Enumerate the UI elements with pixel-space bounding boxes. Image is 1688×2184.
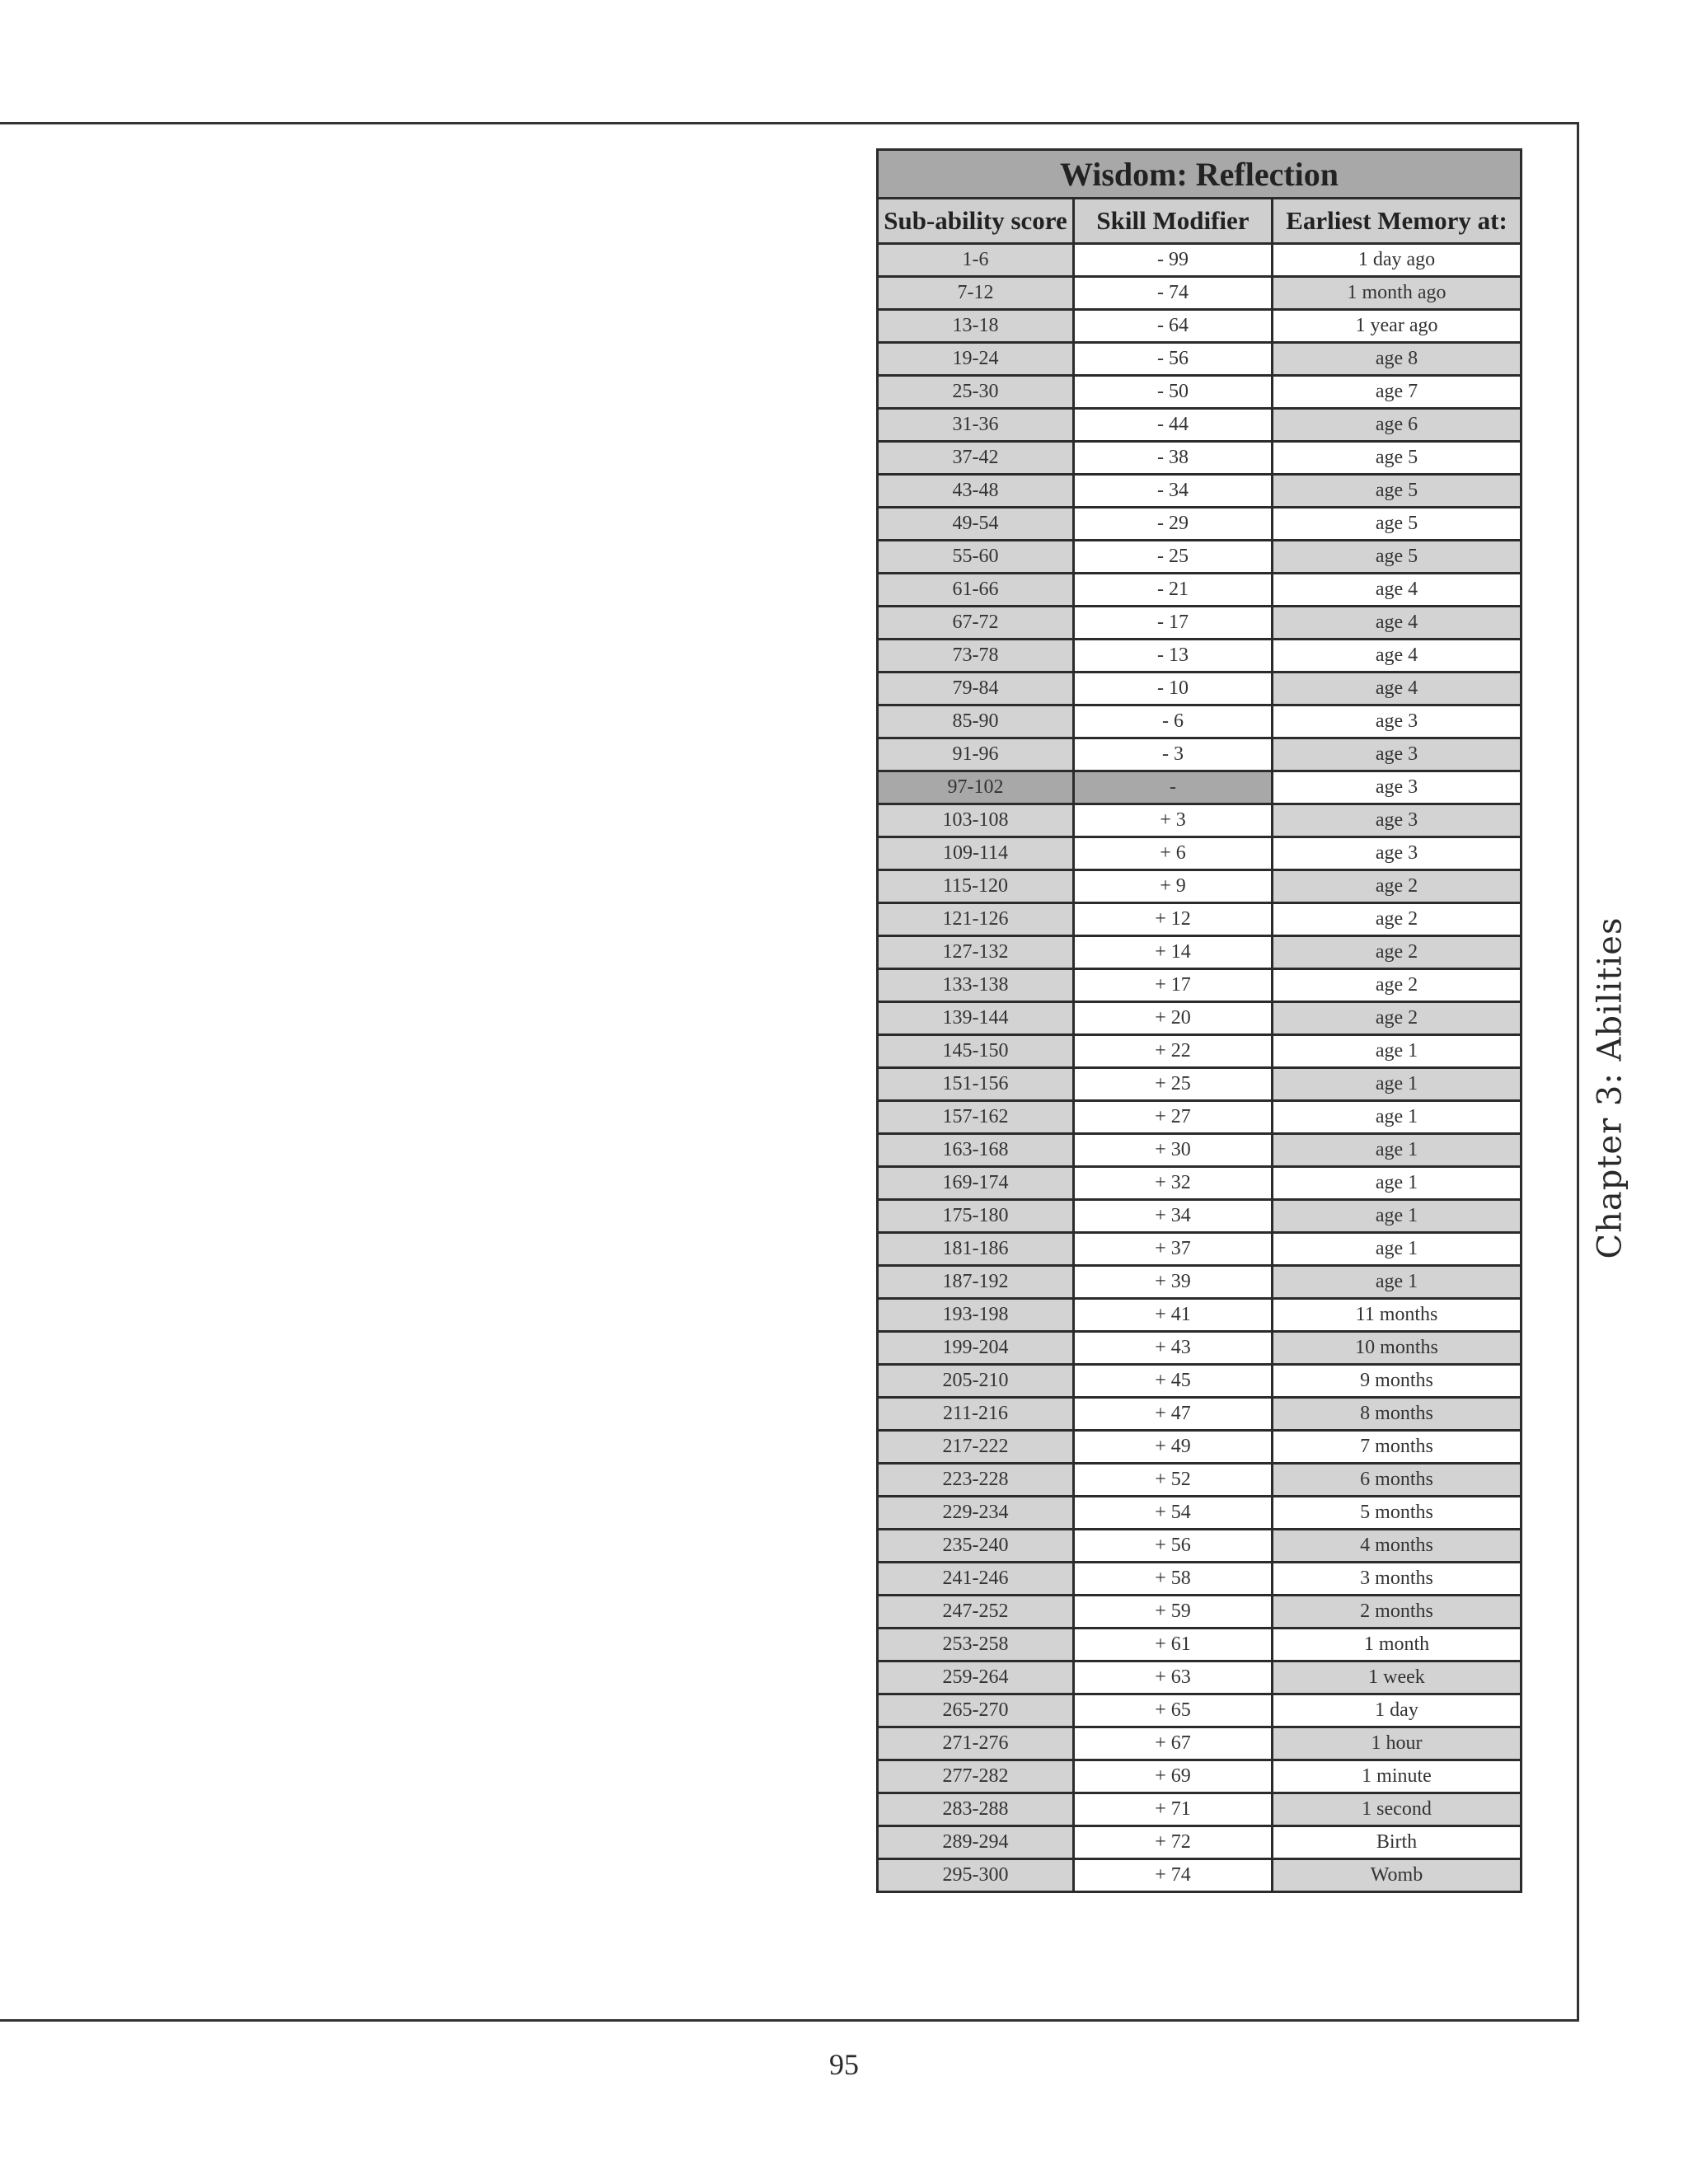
cell-earliest-memory: age 2 bbox=[1273, 903, 1522, 936]
cell-skill-modifier: + 63 bbox=[1074, 1661, 1273, 1694]
cell-earliest-memory: age 4 bbox=[1273, 640, 1522, 673]
cell-skill-modifier: + 58 bbox=[1074, 1563, 1273, 1596]
cell-sub-ability-score: 115-120 bbox=[878, 870, 1074, 903]
cell-sub-ability-score: 1-6 bbox=[878, 244, 1074, 277]
cell-earliest-memory: age 1 bbox=[1273, 1134, 1522, 1167]
cell-earliest-memory: 8 months bbox=[1273, 1398, 1522, 1431]
page-number: 95 bbox=[829, 2048, 859, 2081]
cell-earliest-memory: age 1 bbox=[1273, 1035, 1522, 1068]
cell-earliest-memory: 1 month bbox=[1273, 1629, 1522, 1661]
cell-earliest-memory: 3 months bbox=[1273, 1563, 1522, 1596]
cell-sub-ability-score: 289-294 bbox=[878, 1826, 1074, 1859]
cell-earliest-memory: age 5 bbox=[1273, 442, 1522, 475]
cell-sub-ability-score: 85-90 bbox=[878, 705, 1074, 738]
cell-earliest-memory: age 3 bbox=[1273, 804, 1522, 837]
cell-skill-modifier: + 65 bbox=[1074, 1694, 1273, 1727]
table-body bbox=[878, 244, 1522, 1892]
cell-skill-modifier: + 9 bbox=[1074, 870, 1273, 903]
cell-sub-ability-score: 133-138 bbox=[878, 969, 1074, 1002]
cell-earliest-memory: 7 months bbox=[1273, 1431, 1522, 1464]
cell-skill-modifier: + 67 bbox=[1074, 1727, 1273, 1760]
cell-sub-ability-score: 127-132 bbox=[878, 936, 1074, 969]
table-row bbox=[878, 1859, 1522, 1892]
chapter-side-caption bbox=[1581, 916, 1639, 1259]
table-row bbox=[878, 1497, 1522, 1530]
table-row bbox=[878, 310, 1522, 343]
table-row bbox=[878, 1596, 1522, 1629]
cell-earliest-memory: 9 months bbox=[1273, 1365, 1522, 1398]
cell-sub-ability-score: 259-264 bbox=[878, 1661, 1074, 1694]
cell-skill-modifier: - 34 bbox=[1074, 475, 1273, 508]
table-row bbox=[878, 1530, 1522, 1563]
cell-earliest-memory: age 1 bbox=[1273, 1266, 1522, 1299]
cell-skill-modifier: - 3 bbox=[1074, 738, 1273, 771]
table-row bbox=[878, 277, 1522, 310]
table-row bbox=[878, 376, 1522, 409]
cell-earliest-memory: age 2 bbox=[1273, 969, 1522, 1002]
cell-sub-ability-score: 67-72 bbox=[878, 607, 1074, 640]
table-row bbox=[878, 343, 1522, 376]
table-row bbox=[878, 1431, 1522, 1464]
cell-sub-ability-score: 91-96 bbox=[878, 738, 1074, 771]
table-row bbox=[878, 1793, 1522, 1826]
cell-skill-modifier: + 47 bbox=[1074, 1398, 1273, 1431]
table-header-row bbox=[878, 199, 1522, 244]
cell-earliest-memory: 1 day ago bbox=[1273, 244, 1522, 277]
table-row bbox=[878, 508, 1522, 541]
cell-skill-modifier: + 20 bbox=[1074, 1002, 1273, 1035]
cell-sub-ability-score: 121-126 bbox=[878, 903, 1074, 936]
cell-skill-modifier: - 64 bbox=[1074, 310, 1273, 343]
table-row bbox=[878, 607, 1522, 640]
table-row bbox=[878, 1563, 1522, 1596]
header-skill-modifier: Skill Modifier bbox=[1074, 199, 1273, 244]
cell-earliest-memory: 10 months bbox=[1273, 1332, 1522, 1365]
cell-skill-modifier: + 27 bbox=[1074, 1101, 1273, 1134]
cell-sub-ability-score: 157-162 bbox=[878, 1101, 1074, 1134]
header-earliest-memory: Earliest Memory at: bbox=[1273, 199, 1522, 244]
cell-skill-modifier: + 69 bbox=[1074, 1760, 1273, 1793]
table-row bbox=[878, 541, 1522, 574]
table-row bbox=[878, 705, 1522, 738]
cell-earliest-memory: 4 months bbox=[1273, 1530, 1522, 1563]
cell-earliest-memory: age 1 bbox=[1273, 1233, 1522, 1266]
table-row bbox=[878, 1464, 1522, 1497]
cell-sub-ability-score: 181-186 bbox=[878, 1233, 1074, 1266]
cell-sub-ability-score: 187-192 bbox=[878, 1266, 1074, 1299]
cell-sub-ability-score: 49-54 bbox=[878, 508, 1074, 541]
cell-skill-modifier: + 34 bbox=[1074, 1200, 1273, 1233]
cell-skill-modifier: + 71 bbox=[1074, 1793, 1273, 1826]
cell-skill-modifier: + 32 bbox=[1074, 1167, 1273, 1200]
table-row bbox=[878, 969, 1522, 1002]
table-row bbox=[878, 936, 1522, 969]
cell-skill-modifier: - 74 bbox=[1074, 277, 1273, 310]
wisdom-reflection-table bbox=[876, 148, 1522, 1893]
cell-skill-modifier: + 37 bbox=[1074, 1233, 1273, 1266]
table-row bbox=[878, 1299, 1522, 1332]
cell-sub-ability-score: 217-222 bbox=[878, 1431, 1074, 1464]
cell-sub-ability-score: 31-36 bbox=[878, 409, 1074, 442]
cell-earliest-memory: age 6 bbox=[1273, 409, 1522, 442]
cell-earliest-memory: age 1 bbox=[1273, 1068, 1522, 1101]
cell-skill-modifier: + 6 bbox=[1074, 837, 1273, 870]
cell-skill-modifier: + 43 bbox=[1074, 1332, 1273, 1365]
cell-skill-modifier: + 14 bbox=[1074, 936, 1273, 969]
table-row bbox=[878, 1002, 1522, 1035]
table-row bbox=[878, 1629, 1522, 1661]
table-row bbox=[878, 870, 1522, 903]
table-row bbox=[878, 1694, 1522, 1727]
cell-skill-modifier: - 17 bbox=[1074, 607, 1273, 640]
table-row bbox=[878, 1398, 1522, 1431]
cell-sub-ability-score: 163-168 bbox=[878, 1134, 1074, 1167]
cell-skill-modifier: + 22 bbox=[1074, 1035, 1273, 1068]
table-row bbox=[878, 738, 1522, 771]
header-sub-ability-score: Sub-ability score bbox=[878, 199, 1074, 244]
cell-skill-modifier: + 72 bbox=[1074, 1826, 1273, 1859]
cell-skill-modifier: + 74 bbox=[1074, 1859, 1273, 1892]
table-row bbox=[878, 837, 1522, 870]
table-row bbox=[878, 640, 1522, 673]
cell-skill-modifier: + 25 bbox=[1074, 1068, 1273, 1101]
table-row bbox=[878, 244, 1522, 277]
cell-earliest-memory: age 7 bbox=[1273, 376, 1522, 409]
cell-sub-ability-score: 55-60 bbox=[878, 541, 1074, 574]
cell-earliest-memory: age 3 bbox=[1273, 738, 1522, 771]
cell-earliest-memory: 6 months bbox=[1273, 1464, 1522, 1497]
table-row bbox=[878, 1233, 1522, 1266]
cell-earliest-memory: 1 hour bbox=[1273, 1727, 1522, 1760]
cell-skill-modifier: - 6 bbox=[1074, 705, 1273, 738]
cell-sub-ability-score: 205-210 bbox=[878, 1365, 1074, 1398]
cell-earliest-memory: age 2 bbox=[1273, 1002, 1522, 1035]
cell-earliest-memory: 1 minute bbox=[1273, 1760, 1522, 1793]
cell-skill-modifier: + 17 bbox=[1074, 969, 1273, 1002]
cell-sub-ability-score: 97-102 bbox=[878, 771, 1074, 804]
chapter-caption-text: Chapter 3: Abilities bbox=[1591, 916, 1629, 1259]
table-row bbox=[878, 1035, 1522, 1068]
table-row bbox=[878, 771, 1522, 804]
table-row bbox=[878, 673, 1522, 705]
cell-sub-ability-score: 199-204 bbox=[878, 1332, 1074, 1365]
cell-sub-ability-score: 43-48 bbox=[878, 475, 1074, 508]
cell-skill-modifier: + 12 bbox=[1074, 903, 1273, 936]
cell-sub-ability-score: 37-42 bbox=[878, 442, 1074, 475]
table-row bbox=[878, 1134, 1522, 1167]
cell-earliest-memory: 1 month ago bbox=[1273, 277, 1522, 310]
table-row bbox=[878, 804, 1522, 837]
cell-skill-modifier: - 10 bbox=[1074, 673, 1273, 705]
cell-skill-modifier: + 45 bbox=[1074, 1365, 1273, 1398]
table-row bbox=[878, 475, 1522, 508]
table-row bbox=[878, 903, 1522, 936]
cell-sub-ability-score: 277-282 bbox=[878, 1760, 1074, 1793]
cell-skill-modifier: + 30 bbox=[1074, 1134, 1273, 1167]
cell-sub-ability-score: 109-114 bbox=[878, 837, 1074, 870]
cell-skill-modifier: - 50 bbox=[1074, 376, 1273, 409]
cell-skill-modifier: - 56 bbox=[1074, 343, 1273, 376]
cell-sub-ability-score: 151-156 bbox=[878, 1068, 1074, 1101]
cell-earliest-memory: 11 months bbox=[1273, 1299, 1522, 1332]
cell-earliest-memory: age 1 bbox=[1273, 1101, 1522, 1134]
table-title-row bbox=[878, 150, 1522, 199]
cell-earliest-memory: Birth bbox=[1273, 1826, 1522, 1859]
cell-sub-ability-score: 61-66 bbox=[878, 574, 1074, 607]
table-row bbox=[878, 1727, 1522, 1760]
cell-skill-modifier: + 54 bbox=[1074, 1497, 1273, 1530]
table-row bbox=[878, 1167, 1522, 1200]
cell-sub-ability-score: 253-258 bbox=[878, 1629, 1074, 1661]
cell-skill-modifier: - 44 bbox=[1074, 409, 1273, 442]
cell-sub-ability-score: 211-216 bbox=[878, 1398, 1074, 1431]
table-row bbox=[878, 1332, 1522, 1365]
cell-earliest-memory: 2 months bbox=[1273, 1596, 1522, 1629]
cell-skill-modifier: + 49 bbox=[1074, 1431, 1273, 1464]
cell-sub-ability-score: 25-30 bbox=[878, 376, 1074, 409]
cell-earliest-memory: 1 year ago bbox=[1273, 310, 1522, 343]
cell-sub-ability-score: 229-234 bbox=[878, 1497, 1074, 1530]
cell-sub-ability-score: 19-24 bbox=[878, 343, 1074, 376]
cell-earliest-memory: age 5 bbox=[1273, 475, 1522, 508]
cell-skill-modifier: + 52 bbox=[1074, 1464, 1273, 1497]
cell-skill-modifier: + 41 bbox=[1074, 1299, 1273, 1332]
cell-skill-modifier: - 13 bbox=[1074, 640, 1273, 673]
cell-sub-ability-score: 139-144 bbox=[878, 1002, 1074, 1035]
cell-sub-ability-score: 103-108 bbox=[878, 804, 1074, 837]
cell-earliest-memory: age 4 bbox=[1273, 574, 1522, 607]
wisdom-reflection-table-container bbox=[876, 148, 1520, 1893]
cell-skill-modifier: - 99 bbox=[1074, 244, 1273, 277]
cell-earliest-memory: Womb bbox=[1273, 1859, 1522, 1892]
cell-earliest-memory: 1 week bbox=[1273, 1661, 1522, 1694]
cell-skill-modifier: - bbox=[1074, 771, 1273, 804]
cell-earliest-memory: age 1 bbox=[1273, 1200, 1522, 1233]
cell-earliest-memory: age 2 bbox=[1273, 870, 1522, 903]
cell-earliest-memory: 5 months bbox=[1273, 1497, 1522, 1530]
cell-sub-ability-score: 169-174 bbox=[878, 1167, 1074, 1200]
cell-sub-ability-score: 247-252 bbox=[878, 1596, 1074, 1629]
cell-earliest-memory: 1 day bbox=[1273, 1694, 1522, 1727]
table-row bbox=[878, 1266, 1522, 1299]
table-row bbox=[878, 1200, 1522, 1233]
cell-sub-ability-score: 79-84 bbox=[878, 673, 1074, 705]
cell-sub-ability-score: 265-270 bbox=[878, 1694, 1074, 1727]
table-row bbox=[878, 1068, 1522, 1101]
cell-sub-ability-score: 283-288 bbox=[878, 1793, 1074, 1826]
cell-earliest-memory: age 1 bbox=[1273, 1167, 1522, 1200]
cell-sub-ability-score: 271-276 bbox=[878, 1727, 1074, 1760]
table-row bbox=[878, 1760, 1522, 1793]
table-row bbox=[878, 1661, 1522, 1694]
cell-earliest-memory: age 3 bbox=[1273, 771, 1522, 804]
cell-skill-modifier: + 61 bbox=[1074, 1629, 1273, 1661]
cell-skill-modifier: - 29 bbox=[1074, 508, 1273, 541]
cell-skill-modifier: + 39 bbox=[1074, 1266, 1273, 1299]
table-row bbox=[878, 1101, 1522, 1134]
cell-earliest-memory: age 4 bbox=[1273, 607, 1522, 640]
cell-sub-ability-score: 193-198 bbox=[878, 1299, 1074, 1332]
cell-sub-ability-score: 7-12 bbox=[878, 277, 1074, 310]
cell-earliest-memory: age 5 bbox=[1273, 508, 1522, 541]
cell-earliest-memory: age 4 bbox=[1273, 673, 1522, 705]
cell-earliest-memory: age 8 bbox=[1273, 343, 1522, 376]
cell-skill-modifier: - 21 bbox=[1074, 574, 1273, 607]
cell-earliest-memory: age 2 bbox=[1273, 936, 1522, 969]
cell-earliest-memory: age 3 bbox=[1273, 705, 1522, 738]
table-row bbox=[878, 574, 1522, 607]
cell-sub-ability-score: 241-246 bbox=[878, 1563, 1074, 1596]
cell-sub-ability-score: 295-300 bbox=[878, 1859, 1074, 1892]
cell-sub-ability-score: 145-150 bbox=[878, 1035, 1074, 1068]
cell-skill-modifier: - 38 bbox=[1074, 442, 1273, 475]
cell-skill-modifier: + 3 bbox=[1074, 804, 1273, 837]
cell-earliest-memory: 1 second bbox=[1273, 1793, 1522, 1826]
cell-skill-modifier: - 25 bbox=[1074, 541, 1273, 574]
table-row bbox=[878, 1826, 1522, 1859]
cell-sub-ability-score: 235-240 bbox=[878, 1530, 1074, 1563]
cell-skill-modifier: + 56 bbox=[1074, 1530, 1273, 1563]
cell-sub-ability-score: 223-228 bbox=[878, 1464, 1074, 1497]
cell-earliest-memory: age 5 bbox=[1273, 541, 1522, 574]
cell-sub-ability-score: 175-180 bbox=[878, 1200, 1074, 1233]
cell-skill-modifier: + 59 bbox=[1074, 1596, 1273, 1629]
table-row bbox=[878, 409, 1522, 442]
cell-sub-ability-score: 73-78 bbox=[878, 640, 1074, 673]
cell-earliest-memory: age 3 bbox=[1273, 837, 1522, 870]
table-title: Wisdom: Reflection bbox=[878, 150, 1522, 199]
table-row bbox=[878, 1365, 1522, 1398]
cell-sub-ability-score: 13-18 bbox=[878, 310, 1074, 343]
table-row bbox=[878, 442, 1522, 475]
